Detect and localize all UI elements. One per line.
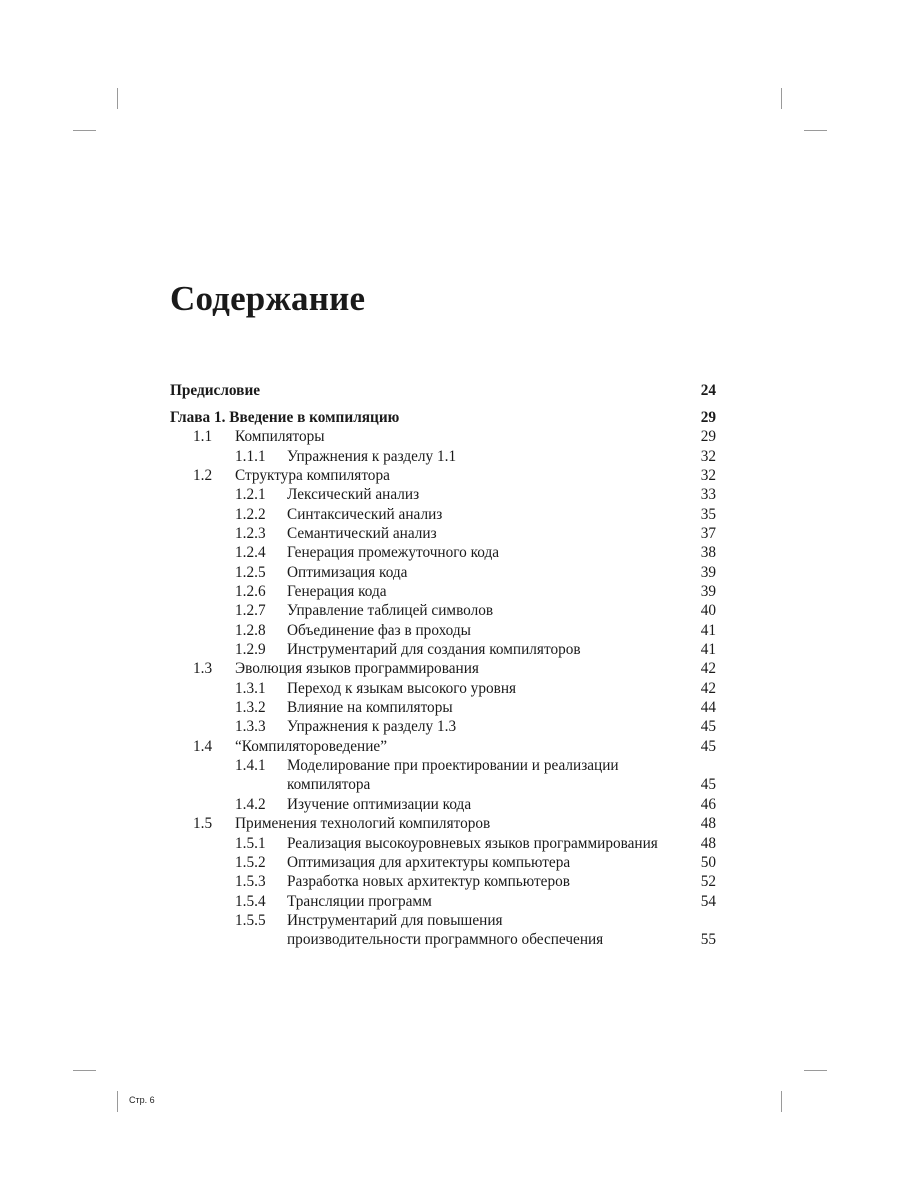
toc-entry-page: 29	[700, 428, 716, 446]
toc-entry-number: 1.2.5	[235, 563, 266, 581]
toc-entry-page: 50	[700, 853, 716, 871]
toc-entry-title: Инструментарий для повышения	[287, 911, 503, 929]
toc-entry-number: 1.5	[193, 815, 213, 833]
toc-entry-page: 32	[700, 447, 716, 465]
toc-entry[interactable]	[170, 485, 716, 504]
toc-entry-title: Оптимизация для архитектуры компьютера	[287, 853, 571, 871]
toc-entry-number: 1.3.3	[235, 718, 266, 736]
toc-entry-number: 1.2.8	[235, 621, 266, 639]
toc-entry-title: Инструментарий для создания компиляторов	[287, 641, 581, 659]
toc-entry-page: 48	[700, 815, 716, 833]
toc-entry-title: Оптимизация кода	[287, 563, 408, 581]
toc-entry[interactable]	[170, 381, 716, 400]
toc-entry-page: 48	[700, 834, 716, 852]
toc-entry-number: 1.4.1	[235, 757, 266, 775]
toc-entry[interactable]	[170, 717, 716, 736]
toc-entry-number: 1.1.1	[235, 447, 266, 465]
crop-mark	[781, 88, 782, 109]
toc-entry-number: 1.2.4	[235, 544, 266, 562]
toc-entry[interactable]	[170, 814, 716, 833]
toc-entry-title: Предисловие	[170, 382, 261, 399]
toc-entry[interactable]	[170, 466, 716, 485]
toc-entry-title: Объединение фаз в проходы	[287, 621, 471, 639]
toc-entry-page: 39	[700, 563, 716, 581]
toc-entry-title: Реализация высокоуровневых языков программирования	[287, 834, 658, 852]
toc-entry[interactable]	[170, 621, 716, 640]
toc-entry-page: 54	[700, 892, 716, 910]
toc-entry[interactable]	[170, 505, 716, 524]
toc-entry-page: 29	[700, 408, 716, 426]
toc-entry-title: Применения технологий компиляторов	[235, 815, 491, 833]
crop-mark	[117, 1091, 118, 1112]
toc-entry[interactable]	[170, 698, 716, 717]
toc-entry-title: Генерация кода	[287, 583, 387, 601]
toc-entry[interactable]	[170, 543, 716, 562]
toc-entry[interactable]	[170, 795, 716, 814]
toc-entry-page: 45	[700, 737, 716, 755]
toc-entry-title: “Компилятороведение”	[235, 737, 387, 755]
table-of-contents	[170, 381, 716, 950]
toc-entry[interactable]	[170, 524, 716, 543]
crop-mark	[781, 1091, 782, 1112]
page-title: Содержание	[170, 279, 366, 318]
toc-entry-title: Синтаксический анализ	[287, 505, 443, 523]
toc-entry-title: Разработка новых архитектур компьютеров	[287, 873, 570, 891]
toc-entry-number: 1.2.3	[235, 525, 266, 542]
toc-entry-number: 1.2.9	[235, 641, 266, 659]
toc-entry-title: Упражнения к разделу 1.1	[287, 447, 457, 465]
toc-entry-page: 42	[700, 679, 716, 697]
toc-entry-number: 1.5.3	[235, 873, 266, 891]
toc-entry-page: 24	[700, 382, 716, 399]
toc-entry[interactable]	[170, 872, 716, 891]
toc-entry-page: 37	[700, 525, 716, 542]
toc-entry-number: 1.5.5	[235, 911, 266, 929]
toc-entry-number: 1.5.2	[235, 853, 266, 871]
toc-entry-number: 1.3	[193, 660, 213, 678]
toc-entry[interactable]	[170, 563, 716, 582]
toc-entry[interactable]	[170, 601, 716, 620]
toc-entry-title: Управление таблицей символов	[287, 602, 494, 620]
toc-entry-title: Переход к языкам высокого уровня	[287, 679, 517, 697]
toc-entry[interactable]	[170, 911, 716, 950]
toc-entry-page: 40	[700, 602, 716, 620]
toc-entry-page: 46	[700, 795, 716, 813]
toc-entry-title: Трансляции программ	[287, 892, 432, 910]
toc-entry[interactable]	[170, 892, 716, 911]
toc-entry-title-continuation: компилятора	[287, 776, 371, 794]
toc-entry-title: Моделирование при проектировании и реализации	[287, 757, 619, 775]
toc-entry[interactable]	[170, 447, 716, 466]
toc-entry[interactable]	[170, 853, 716, 872]
toc-entry-title: Семантический анализ	[287, 525, 437, 542]
toc-entry-number: 1.4	[193, 737, 213, 755]
toc-entry-number: 1.3.1	[235, 679, 266, 697]
toc-entry-title: Лексический анализ	[287, 486, 420, 504]
toc-entry-number: 1.5.4	[235, 892, 266, 910]
crop-mark	[804, 130, 827, 131]
toc-entry-page: 45	[700, 776, 716, 794]
toc-entry-number: 1.2.2	[235, 505, 266, 523]
toc-entry[interactable]	[170, 679, 716, 698]
toc-entry-page: 38	[700, 544, 716, 562]
toc-entry[interactable]	[170, 582, 716, 601]
toc-entry-title: Структура компилятора	[235, 466, 390, 484]
toc-entry-title: Изучение оптимизации кода	[287, 795, 472, 813]
crop-mark	[73, 1070, 96, 1071]
crop-mark	[804, 1070, 827, 1071]
crop-mark	[73, 130, 96, 131]
toc-entry-page: 45	[700, 718, 716, 736]
toc-entry-page: 52	[700, 873, 716, 891]
toc-entry-page: 44	[700, 699, 716, 717]
toc-entry-page: 55	[700, 931, 716, 949]
toc-entry-page: 41	[700, 621, 716, 639]
toc-entry-number: 1.4.2	[235, 795, 266, 813]
toc-entry-title: Глава 1. Введение в компиляцию	[170, 408, 400, 426]
toc-entry[interactable]	[170, 408, 716, 427]
toc-entry-title: Упражнения к разделу 1.3	[287, 718, 457, 736]
toc-entry-title: Влияние на компиляторы	[287, 699, 453, 717]
page-number-label: Стр. 6	[129, 1095, 155, 1105]
toc-entry-number: 1.1	[193, 428, 213, 446]
toc-entry-page: 42	[700, 660, 716, 678]
toc-entry-title: Компиляторы	[235, 428, 325, 446]
toc-entry-page: 35	[700, 505, 716, 523]
toc-entry-number: 1.2	[193, 466, 213, 484]
toc-entry-number: 1.5.1	[235, 834, 266, 852]
toc-entry-number: 1.2.7	[235, 602, 266, 620]
toc-entry-number: 1.2.1	[235, 486, 266, 504]
toc-entry-number: 1.3.2	[235, 699, 266, 717]
toc-entry-page: 41	[700, 641, 716, 659]
toc-entry-page: 33	[700, 486, 716, 504]
toc-entry-number: 1.2.6	[235, 583, 266, 601]
toc-entry[interactable]	[170, 737, 716, 756]
toc-entry-title: Генерация промежуточного кода	[287, 544, 500, 562]
toc-entry[interactable]	[170, 427, 716, 446]
toc-entry[interactable]	[170, 659, 716, 678]
toc-entry[interactable]	[170, 640, 716, 659]
toc-entry-page: 32	[700, 466, 716, 484]
toc-entry-page: 39	[700, 583, 716, 601]
toc-entry-title-continuation: производительности программного обеспечения	[287, 931, 604, 949]
toc-entry[interactable]	[170, 834, 716, 853]
toc-entry[interactable]	[170, 756, 716, 795]
crop-mark	[117, 88, 118, 109]
toc-entry-title: Эволюция языков программирования	[235, 660, 479, 678]
